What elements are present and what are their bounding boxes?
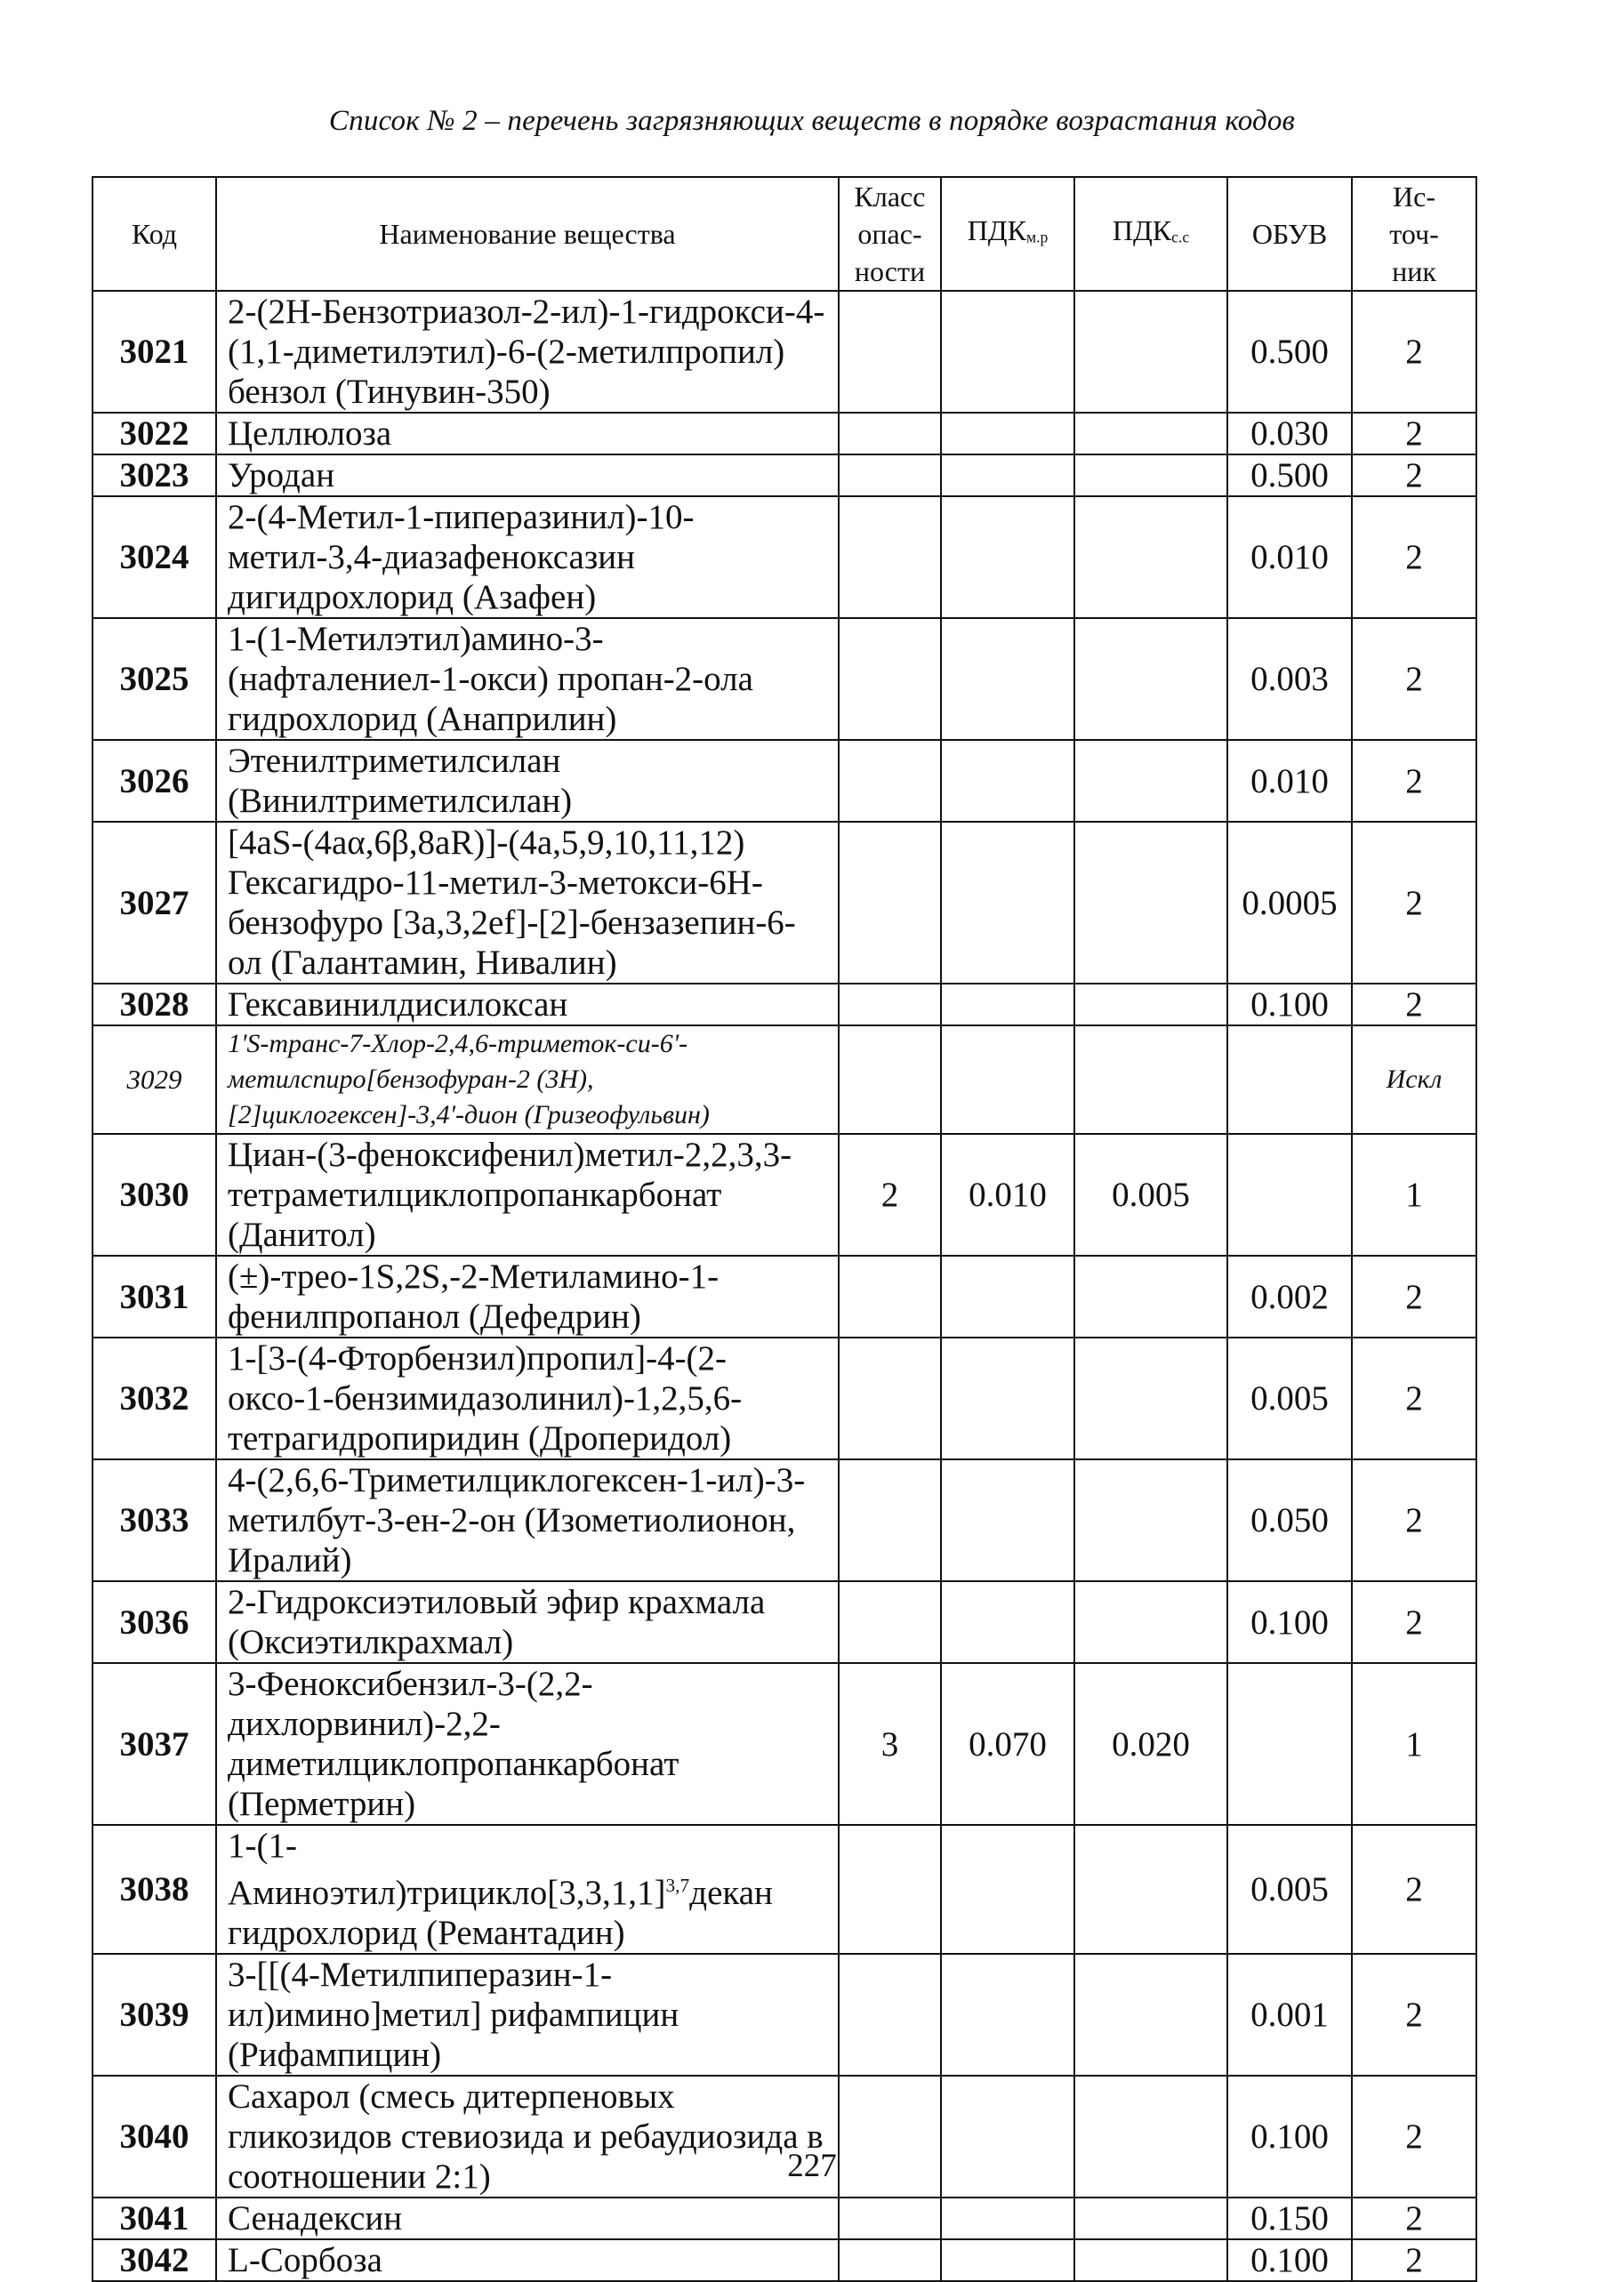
hazard-class-cell	[839, 1581, 941, 1663]
substance-name-cell	[216, 496, 839, 618]
source-cell: 2	[1352, 1338, 1476, 1459]
substance-name-cell	[216, 740, 839, 822]
pdk-mr-cell	[941, 1954, 1074, 2076]
source-cell: 1	[1352, 1134, 1476, 1256]
hazard-class-cell	[839, 2198, 941, 2239]
header-pdk-mr	[941, 177, 1074, 291]
header-obuv: ОБУВ	[1227, 177, 1352, 291]
source-cell: 2	[1352, 618, 1476, 740]
page-title: Список № 2 – перечень загрязняющих веществ в порядке возрастания кодов	[328, 105, 1296, 137]
table-row	[92, 1025, 1476, 1134]
substance-name-cell	[216, 1954, 839, 2076]
code-cell: 3025	[92, 618, 216, 740]
substance-name: 1'S-транс-7-Хлор-2,4,6-триметок-си-6'-метилспиро[бензофуран-2 (3Н), [2]циклогексен]-3,4'-дион (Гризеофульвин)	[228, 1029, 710, 1129]
obuv-cell: 0.002	[1227, 1256, 1352, 1338]
header-hazard-class-line: ности	[854, 255, 926, 287]
header-source-line: Ис-	[1393, 181, 1435, 213]
pdk-ss-cell	[1074, 1459, 1227, 1581]
code-cell: 3039	[92, 1954, 216, 2076]
substance-name: 1-(1-Аминоэтил)трицикло[3,3,1,1]	[228, 1827, 666, 1912]
hazard-class-cell	[839, 1825, 941, 1954]
source-cell: 2	[1352, 822, 1476, 984]
hazard-class-cell	[839, 413, 941, 454]
substance-name: 2-(4-Метил-1-пиперазинил)-10-метил-3,4-диазафеноксазин дигидрохлорид (Азафен)	[228, 498, 695, 616]
pdk-mr-cell: 0.070	[941, 1663, 1074, 1825]
obuv-cell	[1227, 1025, 1352, 1134]
page-number: 227	[787, 2148, 837, 2184]
header-pdk-ss-subscript: с.с	[1171, 228, 1190, 246]
table-row	[92, 822, 1476, 984]
code-cell: 3029	[92, 1025, 216, 1134]
source-cell: 2	[1352, 1581, 1476, 1663]
substance-name: 2-(2Н-Бензотриазол-2-ил)-1-гидрокси-4-(1,1-диметилэтил)-6-(2-метилпропил) бензол (Тинувин-350)	[228, 293, 825, 411]
pdk-ss-cell	[1074, 2239, 1227, 2281]
source-cell: 2	[1352, 454, 1476, 496]
pdk-mr-cell	[941, 454, 1074, 496]
substance-name-cell	[216, 1459, 839, 1581]
substance-name-cell	[216, 822, 839, 984]
table-body	[92, 291, 1476, 2281]
substance-name: Сахарол (смесь дитерпеновых гликозидов стевиозида и ребаудиозида в соотношении 2:1)	[228, 2077, 824, 2196]
pdk-mr-cell	[941, 1581, 1074, 1663]
substance-name-cell	[216, 413, 839, 454]
pdk-ss-cell	[1074, 1954, 1227, 2076]
substance-name: Гексавинилдисилоксан	[228, 985, 568, 1024]
pdk-mr-cell	[941, 413, 1074, 454]
table-row	[92, 496, 1476, 618]
obuv-cell: 0.005	[1227, 1825, 1352, 1954]
table-row	[92, 1825, 1476, 1954]
hazard-class-cell	[839, 1954, 941, 2076]
pdk-ss-cell	[1074, 618, 1227, 740]
hazard-class-cell	[839, 618, 941, 740]
pdk-mr-cell	[941, 291, 1074, 413]
source-cell: 2	[1352, 740, 1476, 822]
hazard-class-cell: 3	[839, 1663, 941, 1825]
source-cell: 2	[1352, 2076, 1476, 2198]
obuv-cell: 0.005	[1227, 1338, 1352, 1459]
substance-name-cell	[216, 1338, 839, 1459]
substance-name: Сенадексин	[228, 2199, 403, 2238]
substance-name: (±)-трео-1S,2S,-2-Метиламино-1-фенилпропанол (Дефедрин)	[228, 1258, 720, 1336]
pdk-mr-cell	[941, 618, 1074, 740]
substance-name-cell	[216, 1663, 839, 1825]
source-cell: 2	[1352, 2239, 1476, 2281]
header-row	[92, 177, 1476, 291]
pdk-mr-cell: 0.010	[941, 1134, 1074, 1256]
header-pdk-mr-subscript: м.р	[1025, 228, 1049, 246]
substance-name: [4aS-(4aα,6β,8aR)]-(4a,5,9,10,11,12) Гексагидро-11-метил-3-метокси-6Н-бензофуро [3a,3,2ef]-[2]-бензазепин-6-ол (Галантамин, Нивалин)	[228, 824, 796, 982]
source-cell: 2	[1352, 1954, 1476, 2076]
header-code: Код	[92, 177, 216, 291]
obuv-cell: 0.050	[1227, 1459, 1352, 1581]
table-row	[92, 1338, 1476, 1459]
code-cell: 3040	[92, 2076, 216, 2198]
pdk-mr-cell	[941, 2239, 1074, 2281]
substance-name-cell	[216, 618, 839, 740]
table-row	[92, 1581, 1476, 1663]
table-row	[92, 1459, 1476, 1581]
code-cell: 3023	[92, 454, 216, 496]
pdk-ss-cell	[1074, 1025, 1227, 1134]
hazard-class-cell	[839, 291, 941, 413]
table-row	[92, 454, 1476, 496]
obuv-cell: 0.100	[1227, 1581, 1352, 1663]
obuv-cell: 0.030	[1227, 413, 1352, 454]
source-cell: 2	[1352, 1256, 1476, 1338]
code-cell: 3024	[92, 496, 216, 618]
substance-name: 3-[[(4-Метилпиперазин-1-ил)имино]метил] рифампицин (Рифампицин)	[228, 1956, 679, 2074]
pdk-mr-cell	[941, 1256, 1074, 1338]
hazard-class-cell	[839, 984, 941, 1025]
pdk-ss-cell	[1074, 822, 1227, 984]
pdk-ss-cell	[1074, 454, 1227, 496]
source-cell: 1	[1352, 1663, 1476, 1825]
table-row	[92, 1954, 1476, 2076]
substance-name: 1-(1-Метилэтил)амино-3-(нафталениел-1-окси) пропан-2-ола гидрохлорид (Анаприлин)	[228, 620, 753, 738]
substance-name-cell	[216, 2198, 839, 2239]
substance-name: 2-Гидроксиэтиловый эфир крахмала (Оксиэтилкрахмал)	[228, 1583, 766, 1661]
code-cell: 3033	[92, 1459, 216, 1581]
code-cell: 3022	[92, 413, 216, 454]
source-cell: Искл	[1352, 1025, 1476, 1134]
header-hazard-class-line: Класс	[854, 181, 926, 213]
hazard-class-cell: 2	[839, 1134, 941, 1256]
pdk-ss-cell	[1074, 413, 1227, 454]
substance-name-cell	[216, 984, 839, 1025]
substance-name-cell	[216, 291, 839, 413]
substance-name: Этенилтриметилсилан (Винилтриметилсилан)	[228, 742, 573, 820]
pdk-mr-cell	[941, 1338, 1074, 1459]
substance-name: Циан-(3-феноксифенил)метил-2,2,3,3-тетраметилциклопропанкарбонат (Данитол)	[228, 1136, 792, 1254]
pdk-ss-cell	[1074, 1338, 1227, 1459]
obuv-cell: 0.0005	[1227, 822, 1352, 984]
pdk-mr-cell	[941, 984, 1074, 1025]
pdk-mr-cell	[941, 822, 1074, 984]
hazard-class-cell	[839, 1459, 941, 1581]
obuv-cell: 0.100	[1227, 2076, 1352, 2198]
source-cell: 2	[1352, 984, 1476, 1025]
substance-name-superscript: 3,7	[665, 1875, 690, 1896]
pdk-mr-cell	[941, 740, 1074, 822]
code-cell: 3030	[92, 1134, 216, 1256]
pdk-ss-cell	[1074, 984, 1227, 1025]
header-pdk-mr-label: ПДК	[967, 214, 1026, 247]
header-source-line: ник	[1392, 255, 1436, 287]
substance-name: L-Сорбоза	[228, 2241, 382, 2279]
code-cell: 3026	[92, 740, 216, 822]
header-source-line: точ-	[1389, 218, 1439, 250]
table-row	[92, 2239, 1476, 2281]
obuv-cell: 0.150	[1227, 2198, 1352, 2239]
obuv-cell: 0.003	[1227, 618, 1352, 740]
hazard-class-cell	[839, 1025, 941, 1134]
source-cell: 2	[1352, 1459, 1476, 1581]
code-cell: 3021	[92, 291, 216, 413]
table-row	[92, 1256, 1476, 1338]
source-cell: 2	[1352, 2198, 1476, 2239]
pdk-ss-cell	[1074, 1256, 1227, 1338]
hazard-class-cell	[839, 740, 941, 822]
substance-name: 1-[3-(4-Фторбензил)пропил]-4-(2-оксо-1-бензимидазолинил)-1,2,5,6-тетрагидропиридин (Дроперидол)	[228, 1339, 743, 1458]
pdk-mr-cell	[941, 1025, 1074, 1134]
pdk-mr-cell	[941, 1459, 1074, 1581]
source-cell: 2	[1352, 1825, 1476, 1954]
pdk-mr-cell	[941, 496, 1074, 618]
source-cell: 2	[1352, 496, 1476, 618]
obuv-cell: 0.010	[1227, 740, 1352, 822]
obuv-cell: 0.500	[1227, 291, 1352, 413]
substance-name-cell	[216, 1134, 839, 1256]
substance-name: Уродан	[228, 456, 335, 494]
substance-name: 4-(2,6,6-Триметилциклогексен-1-ил)-3-метилбут-3-ен-2-он (Изометиолионон, Иралий)	[228, 1461, 806, 1579]
header-pdk-ss-label: ПДК	[1112, 214, 1172, 247]
obuv-cell	[1227, 1134, 1352, 1256]
source-cell: 2	[1352, 413, 1476, 454]
substance-name: 3-Феноксибензил-3-(2,2-дихлорвинил)-2,2-диметилциклопропанкарбонат (Перметрин)	[228, 1665, 679, 1823]
obuv-cell: 0.010	[1227, 496, 1352, 618]
hazard-class-cell	[839, 1256, 941, 1338]
pdk-mr-cell	[941, 2198, 1074, 2239]
substance-name-tail: декан гидрохлорид (Ремантадин)	[228, 1874, 773, 1952]
table-row	[92, 984, 1476, 1025]
pdk-ss-cell	[1074, 1581, 1227, 1663]
table-row	[92, 291, 1476, 413]
hazard-class-cell	[839, 454, 941, 496]
header-hazard-class-line: опас-	[857, 218, 922, 250]
pdk-ss-cell	[1074, 740, 1227, 822]
code-cell: 3027	[92, 822, 216, 984]
code-cell: 3036	[92, 1581, 216, 1663]
header-hazard-class	[839, 177, 941, 291]
obuv-cell: 0.100	[1227, 2239, 1352, 2281]
code-cell: 3038	[92, 1825, 216, 1954]
substance-name-cell	[216, 2239, 839, 2281]
obuv-cell: 0.100	[1227, 984, 1352, 1025]
code-cell: 3028	[92, 984, 216, 1025]
header-name: Наименование вещества	[216, 177, 839, 291]
table-row	[92, 2198, 1476, 2239]
substances-table	[92, 176, 1477, 2282]
hazard-class-cell	[839, 496, 941, 618]
substance-name: Целлюлоза	[228, 414, 392, 453]
obuv-cell	[1227, 1663, 1352, 1825]
hazard-class-cell	[839, 1338, 941, 1459]
substance-name-cell	[216, 1256, 839, 1338]
code-cell: 3041	[92, 2198, 216, 2239]
table-row	[92, 413, 1476, 454]
table-row	[92, 1134, 1476, 1256]
pdk-ss-cell	[1074, 1825, 1227, 1954]
pdk-ss-cell	[1074, 291, 1227, 413]
pdk-ss-cell: 0.005	[1074, 1134, 1227, 1256]
table-row	[92, 618, 1476, 740]
code-cell: 3032	[92, 1338, 216, 1459]
pdk-ss-cell: 0.020	[1074, 1663, 1227, 1825]
table-row	[92, 1663, 1476, 1825]
source-cell: 2	[1352, 291, 1476, 413]
obuv-cell: 0.500	[1227, 454, 1352, 496]
header-source	[1352, 177, 1476, 291]
code-cell: 3037	[92, 1663, 216, 1825]
substance-name-cell	[216, 1825, 839, 1954]
substance-name-cell	[216, 1581, 839, 1663]
substance-name-cell	[216, 1025, 839, 1134]
code-cell: 3042	[92, 2239, 216, 2281]
obuv-cell: 0.001	[1227, 1954, 1352, 2076]
header-pdk-ss	[1074, 177, 1227, 291]
pdk-mr-cell	[941, 1825, 1074, 1954]
table-row	[92, 740, 1476, 822]
hazard-class-cell	[839, 2239, 941, 2281]
hazard-class-cell	[839, 822, 941, 984]
pdk-ss-cell	[1074, 2198, 1227, 2239]
code-cell: 3031	[92, 1256, 216, 1338]
pdk-ss-cell	[1074, 496, 1227, 618]
substance-name-cell	[216, 454, 839, 496]
